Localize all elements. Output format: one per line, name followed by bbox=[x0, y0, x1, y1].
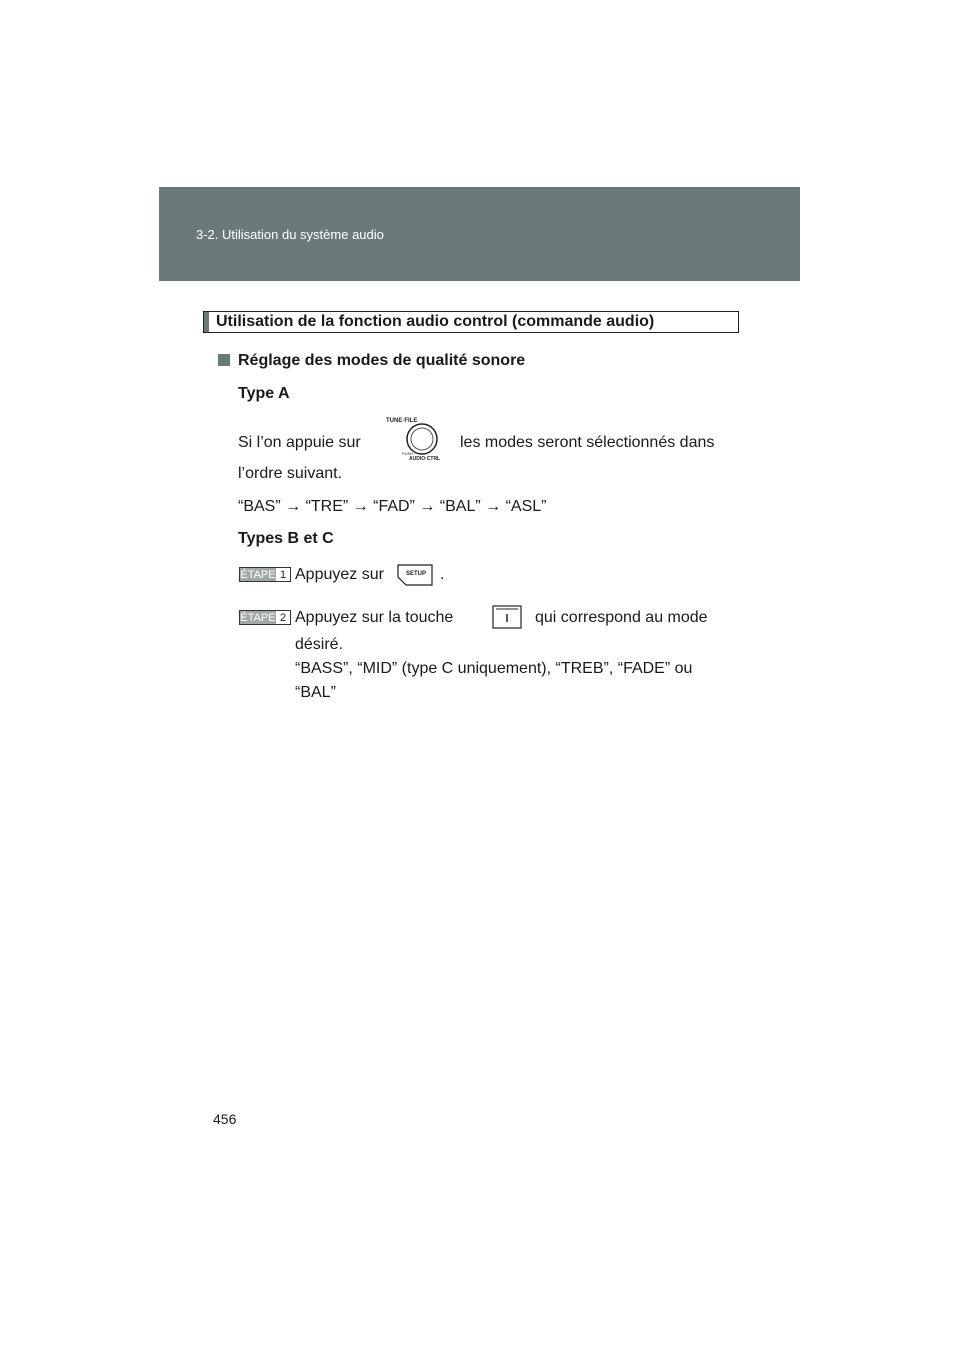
tune-file-knob-icon bbox=[382, 414, 458, 460]
type-a-text-start: Si l’on appuie sur bbox=[238, 434, 361, 451]
step-2-text-start: Appuyez sur la touche bbox=[295, 609, 454, 626]
step-2-line2: désiré. bbox=[295, 636, 344, 653]
type-a-label: Type A bbox=[238, 385, 290, 402]
knob-push-label: PUSH bbox=[402, 451, 414, 456]
type-a-text-end: les modes seront sélectionnés dans bbox=[460, 434, 715, 451]
preset-button-icon bbox=[492, 605, 522, 629]
step-1-text: Appuyez sur bbox=[295, 566, 384, 583]
step-2-line4: “BAL” bbox=[295, 684, 336, 701]
step-2-label: ÉTAPE bbox=[240, 611, 276, 624]
step-1-badge bbox=[239, 567, 291, 582]
square-bullet-icon bbox=[218, 354, 230, 366]
types-bc-label: Types B et C bbox=[238, 530, 334, 547]
type-a-text-line2: l’ordre suivant. bbox=[238, 465, 343, 482]
step-2-line3: “BASS”, “MID” (type C uniquement), “TREB”, “FADE” ou bbox=[295, 660, 693, 677]
section-heading-box bbox=[203, 311, 739, 333]
step-2-text-end: qui correspond au mode bbox=[535, 609, 708, 626]
setup-button-icon bbox=[396, 563, 434, 587]
heading-accent-bar bbox=[204, 312, 209, 332]
step-1-number: 1 bbox=[276, 568, 290, 581]
knob-top-label: TUNE·FILE bbox=[386, 418, 418, 424]
step-1-period: . bbox=[440, 566, 445, 583]
mode-sequence: “BAS” → “TRE” → “FAD” → “BAL” → “ASL” bbox=[238, 498, 547, 515]
section-heading: Utilisation de la fonction audio control (commande audio) bbox=[216, 313, 655, 330]
subheading: Réglage des modes de qualité sonore bbox=[238, 352, 526, 369]
page-number: 456 bbox=[213, 1111, 237, 1127]
step-2-badge bbox=[239, 610, 291, 625]
step-1-label: ÉTAPE bbox=[240, 568, 276, 581]
header-band bbox=[159, 187, 800, 281]
knob-bottom-label: AUDIO·CTRL bbox=[409, 456, 441, 460]
section-title: 3-2. Utilisation du système audio bbox=[196, 227, 384, 242]
step-2-number: 2 bbox=[276, 611, 290, 624]
setup-button-label: SETUP bbox=[406, 571, 427, 577]
